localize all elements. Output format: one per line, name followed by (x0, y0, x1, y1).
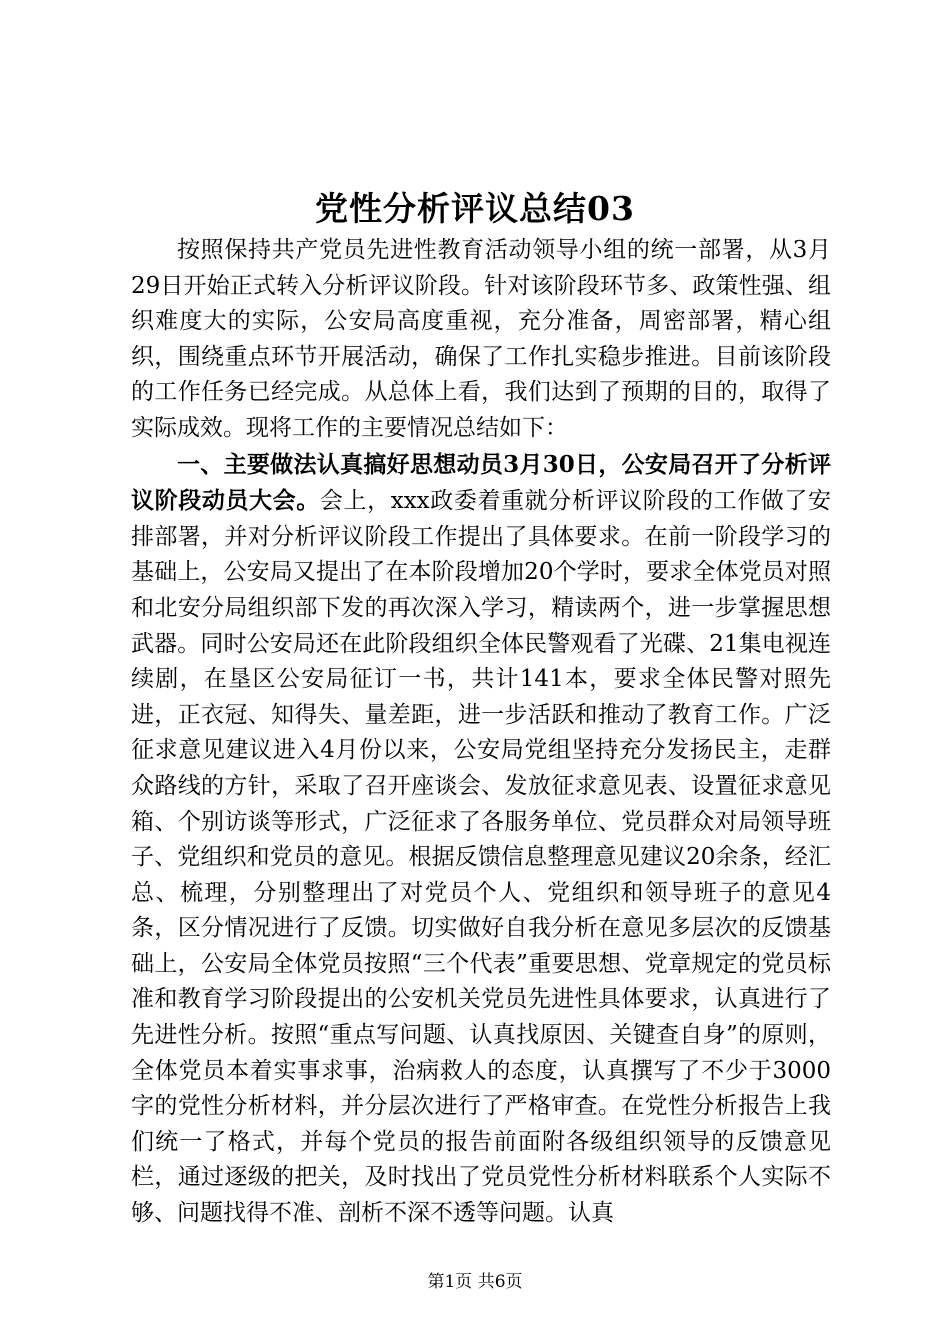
document-body (131, 233, 831, 1232)
paragraph-main-practice-text: 会上，xxx政委着重就分析评议阶段的工作做了安排部署，并对分析评议阶段工作提出了具体要求。在前一阶段学习的基础上，公安局又提出了在本阶段增加20个学时，要求全体党员对照和北安分局组织部下发的再次深入学习，精读两个，进一步掌握思想武器。同时公安局还在此阶段组织全体民警观看了光碟、21集电视连续剧，在垦区公安局征订一书，共计141本，要求全体民警对照先进，正衣冠、知得失、量差距，进一步活跃和推动了教育工作。广泛征求意见建议进入4月份以来，公安局党组坚持充分发扬民主，走群众路线的方针，采取了召开座谈会、发放征求意见表、设置征求意见箱、个别访谈等形式，广泛征求了各服务单位、党员群众对局领导班子、党组织和党员的意见。根据反馈信息整理意见建议20余条，经汇总、梳理，分别整理出了对党员个人、党组织和领导班子的意见4条，区分情况进行了反馈。切实做好自我分析在意见多层次的反馈基础上，公安局全体党员按照“三个代表”重要思想、党章规定的党员标准和教育学习阶段提出的公安机关党员先进性具体要求，认真进行了先进性分析。按照“重点写问题、认真找原因、关键查自身”的原则，全体党员本着实事求事，治病救人的态度，认真撰写了不少于3000字的党性分析材料，并分层次进行了严格审查。在党性分析报告上我们统一了格式，并每个党员的报告前面附各级组织领导的反馈意见栏，通过逐级的把关，及时找出了党员党性分析材料联系个人实际不够、问题找得不准、剖析不深不透等问题。认真 (131, 488, 832, 1227)
section-heading: 一、主要做法认真搞好思想动员3月30日，公安局召开了分析评议阶段动员大会。 (131, 450, 831, 515)
paragraph-intro-text: 按照保持共产党员先进性教育活动领导小组的统一部署，从3月29日开始正式转入分析评议阶段。针对该阶段环节多、政策性强、组织难度大的实际，公安局高度重视，充分准备，周密部署，精心组织，围绕重点环节开展活动，确保了工作扎实稳步推进。目前该阶段的工作任务已经完成。从总体上看，我们达到了预期的目的，取得了实际成效。现将工作的主要情况总结如下： (131, 237, 831, 441)
page-title: 党性分析评议总结03 (315, 189, 635, 228)
paragraph-intro (131, 233, 831, 447)
paragraph-main-practice (131, 447, 831, 1232)
page-number-footer: 第1页 共6页 (427, 1272, 523, 1292)
